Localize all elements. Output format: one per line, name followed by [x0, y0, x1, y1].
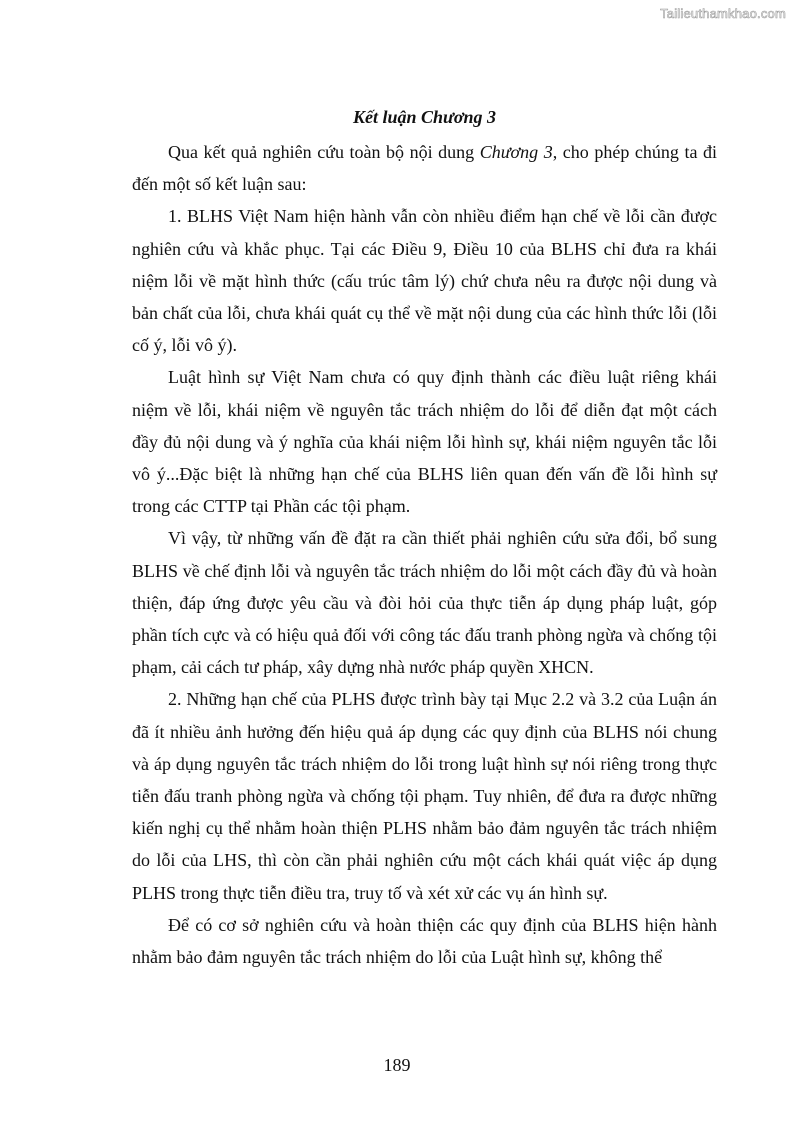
paragraph-3: Vì vậy, từ những vấn đề đặt ra cần thiết phải nghiên cứu sửa đổi, bổ sung BLHS về chế định lỗi và nguyên tắc trách nhiệm do lỗi một cách đầy đủ và hoàn thiện, đáp ứng được yêu cầu và đòi hỏi của thực tiễn áp dụng pháp luật, góp phần tích cực và có hiệu quả đối với công tác đấu tranh phòng ngừa và chống tội phạm, cải cách tư pháp, xây dựng nhà nước pháp quyền XHCN. [132, 528, 717, 678]
watermark: Tailieuthamkhao.com [660, 6, 786, 21]
paragraph-1: 1. BLHS Việt Nam hiện hành vẫn còn nhiều điểm hạn chế về lỗi cần được nghiên cứu và khắc phục. Tại các Điều 9, Điều 10 của BLHS chỉ đưa ra khái niệm lỗi về mặt hình thức (cấu trúc tâm lý) chứ chưa nêu ra được nội dung và bản chất của lỗi, chưa khái quát cụ thể về mặt nội dung của các hình thức lỗi (lỗi cố ý, lỗi vô ý). [132, 206, 717, 356]
chapter-conclusion-title: Kết luận Chương 3 [353, 107, 496, 127]
intro-paragraph [132, 136, 717, 200]
paragraph-5: Để có cơ sở nghiên cứu và hoàn thiện các quy định của BLHS hiện hành nhằm bảo đảm nguyên tắc trách nhiệm do lỗi của Luật hình sự, không thể [132, 914, 717, 968]
document-body [132, 104, 717, 973]
intro-text-italic: Chương 3 [479, 142, 553, 162]
page-number: 189 [383, 1055, 411, 1075]
paragraph-4: 2. Những hạn chế của PLHS được trình bày tại Mục 2.2 và 3.2 của Luận án đã ít nhiều ảnh hưởng đến hiệu quả áp dụng các quy định của BLHS nói chung và áp dụng nguyên tắc trách nhiệm do lỗi trong luật hình sự nói riêng trong thực tiễn đấu tranh phòng ngừa và chống tội phạm. Tuy nhiên, để đưa ra được những kiến nghị cụ thể nhằm hoàn thiện PLHS nhằm bảo đảm nguyên tắc trách nhiệm do lỗi của LHS, thì còn cần phải nghiên cứu một cách khái quát việc áp dụng PLHS trong thực tiễn điều tra, truy tố và xét xử các vụ án hình sự. [132, 689, 717, 903]
intro-text-after: , cho phép chúng ta đi đến một số kết luận sau: [132, 142, 717, 195]
paragraph-2: Luật hình sự Việt Nam chưa có quy định thành các điều luật riêng khái niệm về lỗi, khái niệm về nguyên tắc trách nhiệm do lỗi để diễn đạt một cách đầy đủ nội dung và ý nghĩa của khái niệm lỗi hình sự, khái niệm nguyên tắc lỗi vô ý...Đặc biệt là những hạn chế của BLHS liên quan đến vấn đề lỗi hình sự trong các CTTP tại Phần các tội phạm. [132, 367, 717, 517]
intro-text-before: Qua kết quả nghiên cứu toàn bộ nội dung [168, 142, 480, 162]
